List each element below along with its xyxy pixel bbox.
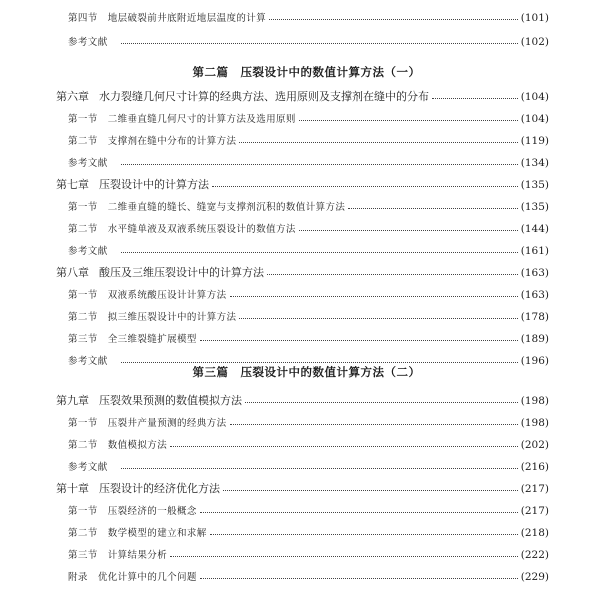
dot-leader	[239, 142, 517, 143]
dot-leader	[267, 274, 518, 275]
toc-entry-section	[68, 281, 549, 300]
entry-number: 参考文献	[68, 355, 108, 367]
entry-number: 参考文献	[68, 245, 108, 257]
entry-page: (218)	[520, 526, 549, 539]
entry-page: (163)	[520, 288, 549, 301]
dot-leader	[121, 43, 518, 44]
toc-entry-appendix	[68, 563, 549, 582]
dot-leader	[121, 164, 518, 165]
toc-entry-section	[68, 127, 549, 146]
entry-title: 压裂经济的一般概念	[107, 505, 197, 517]
entry-number: 第二节	[68, 311, 98, 323]
toc-entry-chapter	[56, 83, 549, 102]
entry-title: 支撑剂在缝中分布的计算方法	[107, 135, 237, 147]
entry-page: (163)	[520, 266, 549, 279]
entry-title: 压裂效果预测的数值模拟方法	[99, 394, 242, 407]
toc-entry-section	[68, 541, 549, 560]
entry-page: (216)	[520, 460, 549, 473]
dot-leader	[299, 120, 518, 121]
entry-title: 压裂设计的经济优化方法	[99, 482, 220, 495]
entry-page: (135)	[520, 178, 549, 191]
entry-page: (202)	[520, 438, 549, 451]
part-heading	[0, 64, 613, 80]
dot-leader	[299, 230, 518, 231]
part-heading	[0, 364, 613, 380]
dot-leader	[121, 362, 518, 363]
toc-entry-section	[68, 409, 549, 428]
entry-title: 水力裂缝几何尺寸计算的经典方法、选用原则及支撑剂在缝中的分布	[99, 90, 429, 103]
entry-page: (229)	[520, 570, 549, 583]
toc-entry-references	[68, 149, 549, 168]
entry-page: (102)	[520, 35, 549, 48]
entry-number: 参考文献	[68, 461, 108, 473]
entry-title: 压裂井产量预测的经典方法	[107, 417, 227, 429]
entry-page: (119)	[520, 134, 549, 147]
dot-leader	[200, 578, 518, 579]
entry-title: 地层破裂前井底附近地层温度的计算	[107, 12, 267, 24]
dot-leader	[230, 296, 518, 297]
entry-number: 第二节	[68, 439, 98, 451]
toc-entry-chapter	[56, 259, 549, 278]
toc-entry-section	[68, 431, 549, 450]
toc-entry-references	[68, 453, 549, 472]
entry-number: 第九章	[56, 394, 89, 407]
toc-entry-section	[68, 105, 549, 124]
dot-leader	[223, 490, 518, 491]
toc-entry-references	[68, 28, 549, 47]
toc-entry-section	[68, 519, 549, 538]
entry-page: (217)	[520, 504, 549, 517]
dot-leader	[269, 19, 518, 20]
dot-leader	[245, 402, 518, 403]
entry-page: (198)	[520, 416, 549, 429]
entry-page: (178)	[520, 310, 549, 323]
entry-page: (104)	[520, 90, 549, 103]
dot-leader	[121, 252, 518, 253]
entry-number: 参考文献	[68, 157, 108, 169]
dot-leader	[170, 556, 518, 557]
part-number: 第二篇	[192, 65, 229, 79]
part-title: 压裂设计中的数值计算方法（一）	[240, 65, 421, 79]
entry-title: 拟三维压裂设计中的计算方法	[107, 311, 237, 323]
entry-page: (198)	[520, 394, 549, 407]
toc-entry-section	[68, 4, 549, 23]
entry-number: 第十章	[56, 482, 89, 495]
dot-leader	[170, 446, 518, 447]
entry-number: 第三节	[68, 333, 98, 345]
entry-title: 压裂设计中的计算方法	[99, 178, 209, 191]
toc-entry-section	[68, 325, 549, 344]
part-number: 第三篇	[192, 365, 229, 379]
part-title: 压裂设计中的数值计算方法（二）	[240, 365, 421, 379]
dot-leader	[200, 340, 518, 341]
entry-title: 全三维裂缝扩展模型	[107, 333, 197, 345]
entry-page: (104)	[520, 112, 549, 125]
entry-page: (144)	[520, 222, 549, 235]
entry-title: 水平缝单液及双液系统压裂设计的数值方法	[107, 223, 296, 235]
dot-leader	[212, 186, 518, 187]
toc-entry-section	[68, 497, 549, 516]
dot-leader	[348, 208, 517, 209]
entry-number: 第二节	[68, 223, 98, 235]
entry-number: 第四节	[68, 12, 98, 24]
entry-page: (217)	[520, 482, 549, 495]
entry-title: 双液系统酸压设计计算方法	[107, 289, 227, 301]
entry-page: (101)	[520, 11, 549, 24]
entry-number: 第七章	[56, 178, 89, 191]
entry-page: (161)	[520, 244, 549, 257]
entry-number: 第六章	[56, 90, 89, 103]
toc-entry-section	[68, 193, 549, 212]
dot-leader	[230, 424, 518, 425]
entry-page: (222)	[520, 548, 549, 561]
entry-number: 第二节	[68, 135, 98, 147]
toc-entry-references	[68, 237, 549, 256]
dot-leader	[121, 468, 518, 469]
toc-entry-chapter	[56, 387, 549, 406]
entry-number: 第一节	[68, 289, 98, 301]
toc-entry-chapter	[56, 475, 549, 494]
entry-number: 第二节	[68, 527, 98, 539]
entry-title: 数学模型的建立和求解	[107, 527, 207, 539]
entry-number: 附录	[68, 571, 88, 583]
entry-title: 二维垂直缝几何尺寸的计算方法及选用原则	[107, 113, 296, 125]
entry-title: 优化计算中的几个问题	[97, 571, 197, 583]
toc-entry-section	[68, 215, 549, 234]
entry-number: 第一节	[68, 201, 98, 213]
entry-number: 第一节	[68, 505, 98, 517]
entry-title: 二维垂直缝的缝长、缝宽与支撑剂沉积的数值计算方法	[107, 201, 346, 213]
entry-page: (196)	[520, 354, 549, 367]
dot-leader	[239, 318, 517, 319]
dot-leader	[210, 534, 518, 535]
entry-title: 计算结果分析	[107, 549, 168, 561]
toc-entry-section	[68, 303, 549, 322]
entry-title: 酸压及三维压裂设计中的计算方法	[99, 266, 264, 279]
entry-number: 第一节	[68, 113, 98, 125]
entry-page: (135)	[520, 200, 549, 213]
entry-number: 第一节	[68, 417, 98, 429]
entry-title: 数值模拟方法	[107, 439, 168, 451]
dot-leader	[432, 98, 518, 99]
dot-leader	[200, 512, 518, 513]
entry-number: 第三节	[68, 549, 98, 561]
toc-entry-chapter	[56, 171, 549, 190]
entry-number: 第八章	[56, 266, 89, 279]
entry-number: 参考文献	[68, 36, 108, 48]
entry-page: (189)	[520, 332, 549, 345]
entry-page: (134)	[520, 156, 549, 169]
